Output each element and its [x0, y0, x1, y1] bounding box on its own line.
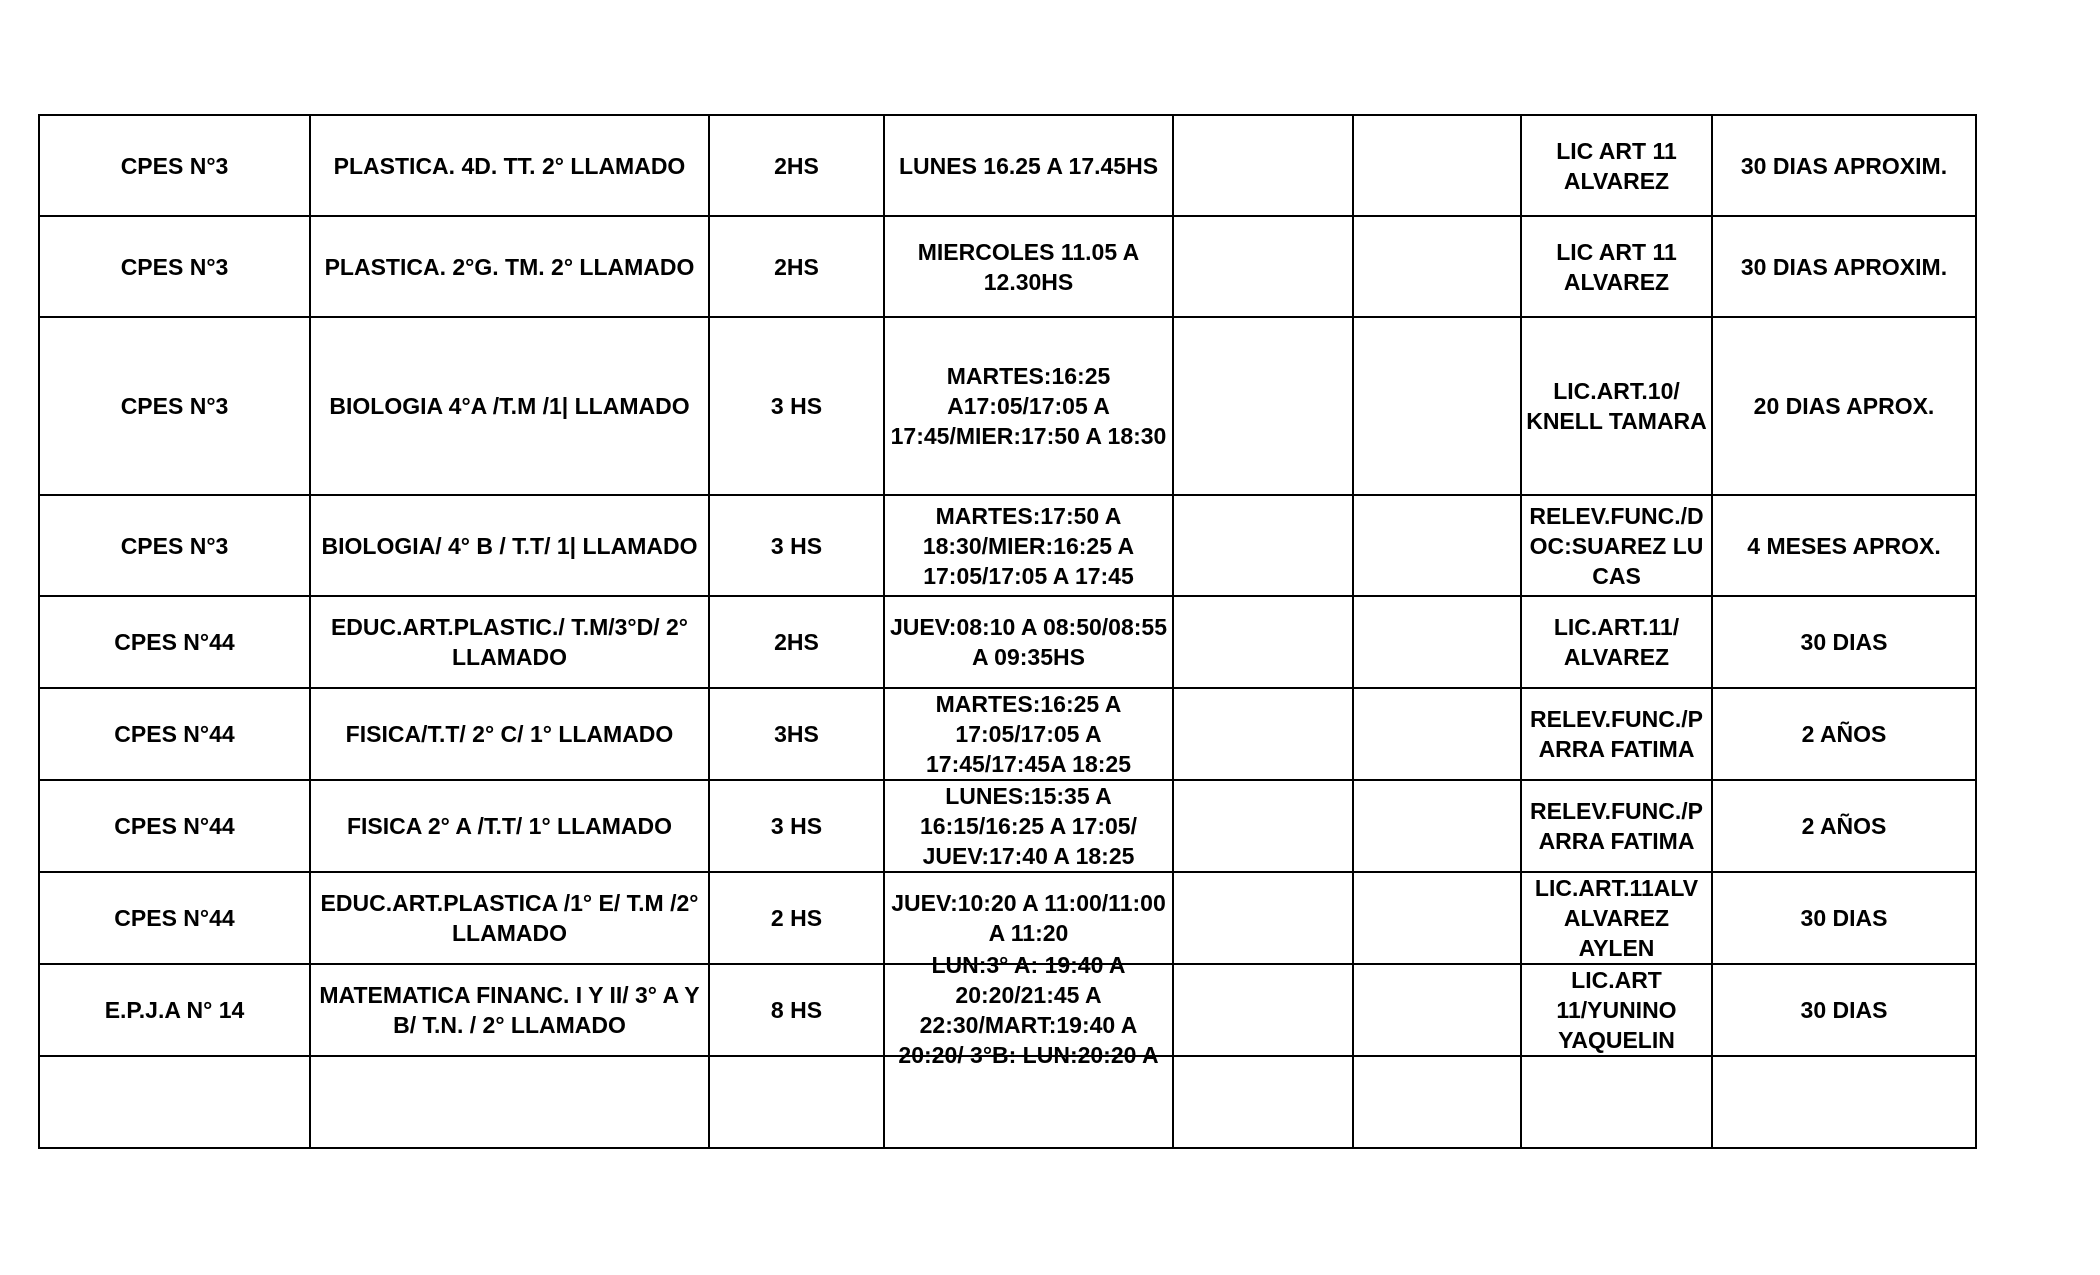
school-cell: CPES N°44 [39, 688, 310, 780]
duration-cell: 4 MESES APROX. [1712, 495, 1976, 596]
empty-cell [1173, 216, 1353, 317]
schedule-cell: JUEV:08:10 A 08:50/08:55 A 09:35HS [884, 596, 1173, 688]
empty-cell [1521, 1056, 1712, 1148]
schedule-cell: MIERCOLES 11.05 A 12.30HS [884, 216, 1173, 317]
school-cell: CPES N°44 [39, 780, 310, 872]
empty-cell [1173, 317, 1353, 495]
empty-cell [310, 1056, 709, 1148]
table-row [39, 780, 1976, 872]
empty-cell [1353, 596, 1521, 688]
school-cell: CPES N°44 [39, 596, 310, 688]
reason-cell [1521, 780, 1712, 872]
empty-cell [1353, 1056, 1521, 1148]
schedule-cell [884, 317, 1173, 495]
reason-cell [1521, 872, 1712, 964]
table-row [39, 495, 1976, 596]
hours-cell: 3 HS [709, 495, 884, 596]
subject-cell: FISICA 2° A /T.T/ 1° LLAMADO [310, 780, 709, 872]
schedule-cell: JUEV:10:20 A 11:00/11:00 A 11:20 [884, 872, 1173, 964]
hours-cell: 2HS [709, 596, 884, 688]
school-cell: CPES N°3 [39, 216, 310, 317]
table-row [39, 317, 1976, 495]
table-row [39, 216, 1976, 317]
school-cell: CPES N°3 [39, 115, 310, 216]
empty-cell [1353, 872, 1521, 964]
school-cell: CPES N°3 [39, 495, 310, 596]
reason-text: RELEV.FUNC./PARRA FATIMA [1530, 706, 1703, 762]
duration-cell: 20 DIAS APROX. [1712, 317, 1976, 495]
empty-cell [39, 1056, 310, 1148]
subject-cell: EDUC.ART.PLASTIC./ T.M/3°D/ 2° LLAMADO [310, 596, 709, 688]
schedule-cell [884, 780, 1173, 872]
empty-cell [709, 1056, 884, 1148]
duration-cell: 30 DIAS APROXIM. [1712, 216, 1976, 317]
schedule-text: MARTES:16:25 A17:05/17:05 A 17:45/MIER:17:50 A 18:30 [890, 363, 1167, 449]
empty-cell [1173, 596, 1353, 688]
empty-cell [1712, 1056, 1976, 1148]
reason-cell: LIC ART 11 ALVAREZ [1521, 216, 1712, 317]
empty-cell [1173, 688, 1353, 780]
schedule-text: MARTES:17:50 A 18:30/MIER:16:25 A 17:05/17:05 A 17:45 [922, 502, 1135, 589]
empty-cell [1353, 688, 1521, 780]
reason-cell: LIC.ART.10/ KNELL TAMARA [1521, 317, 1712, 495]
hours-cell: 2 HS [709, 872, 884, 964]
empty-cell [1353, 780, 1521, 872]
duration-cell: 2 AÑOS [1712, 780, 1976, 872]
empty-cell [1173, 872, 1353, 964]
reason-cell [1521, 495, 1712, 596]
reason-cell: LIC.ART.11/ ALVAREZ [1521, 596, 1712, 688]
reason-cell [1521, 688, 1712, 780]
schedule-text: MARTES:16:25 A 17:05/17:05 A 17:45/17:45A 18:25 [925, 691, 1131, 777]
schedule-cell [884, 688, 1173, 780]
duration-cell: 2 AÑOS [1712, 688, 1976, 780]
school-cell: CPES N°44 [39, 872, 310, 964]
school-cell: E.P.J.A N° 14 [39, 964, 310, 1056]
reason-text: RELEV.FUNC./DOC:SUAREZ LUCAS [1529, 502, 1704, 589]
empty-cell [1353, 115, 1521, 216]
vacancy-table [38, 114, 1977, 1149]
reason-cell: LIC ART 11 ALVAREZ [1521, 115, 1712, 216]
subject-cell: BIOLOGIA 4°A /T.M /1| LLAMADO [310, 317, 709, 495]
table-row [39, 596, 1976, 688]
subject-cell: PLASTICA. 4D. TT. 2° LLAMADO [310, 115, 709, 216]
subject-cell: FISICA/T.T/ 2° C/ 1° LLAMADO [310, 688, 709, 780]
subject-cell: BIOLOGIA/ 4° B / T.T/ 1| LLAMADO [310, 495, 709, 596]
hours-cell: 2HS [709, 216, 884, 317]
hours-cell: 3 HS [709, 317, 884, 495]
reason-text: LIC.ART 11/YUNINO YAQUELIN [1556, 967, 1677, 1053]
hours-cell: 3 HS [709, 780, 884, 872]
reason-text: RELEV.FUNC./PARRA FATIMA [1530, 798, 1703, 854]
duration-cell: 30 DIAS [1712, 596, 1976, 688]
empty-cell [1173, 780, 1353, 872]
schedule-text: LUN:3° A: 19:40 A 20:20/21:45 A 22:30/MART:19:40 A 20:20/ 3°B: LUN:20:20 A [898, 952, 1159, 1068]
reason-text: LIC.ART.11ALV ALVAREZ AYLEN [1534, 875, 1699, 961]
subject-cell: EDUC.ART.PLASTICA /1° E/ T.M /2° LLAMADO [310, 872, 709, 964]
duration-cell: 30 DIAS [1712, 872, 1976, 964]
empty-cell [1353, 495, 1521, 596]
hours-cell: 8 HS [709, 964, 884, 1056]
schedule-text: LUNES:15:35 A 16:15/16:25 A 17:05/ JUEV:17:40 A 18:25 [920, 783, 1137, 869]
empty-cell [1353, 216, 1521, 317]
duration-cell: 30 DIAS APROXIM. [1712, 115, 1976, 216]
subject-cell: MATEMATICA FINANC. I Y II/ 3° A Y B/ T.N. / 2° LLAMADO [310, 964, 709, 1056]
empty-cell [1173, 1056, 1353, 1148]
duration-cell: 30 DIAS [1712, 964, 1976, 1056]
empty-cell [1353, 964, 1521, 1056]
table-row [39, 964, 1976, 1056]
hours-cell: 3HS [709, 688, 884, 780]
schedule-cell: LUNES 16.25 A 17.45HS [884, 115, 1173, 216]
reason-cell [1521, 964, 1712, 1056]
empty-cell [1173, 495, 1353, 596]
schedule-cell [884, 495, 1173, 596]
empty-cell [1173, 964, 1353, 1056]
table-row [39, 115, 1976, 216]
hours-cell: 2HS [709, 115, 884, 216]
schedule-cell [884, 952, 1173, 1068]
school-cell: CPES N°3 [39, 317, 310, 495]
empty-cell [1353, 317, 1521, 495]
table-row [39, 688, 1976, 780]
subject-cell: PLASTICA. 2°G. TM. 2° LLAMADO [310, 216, 709, 317]
empty-cell [1173, 115, 1353, 216]
